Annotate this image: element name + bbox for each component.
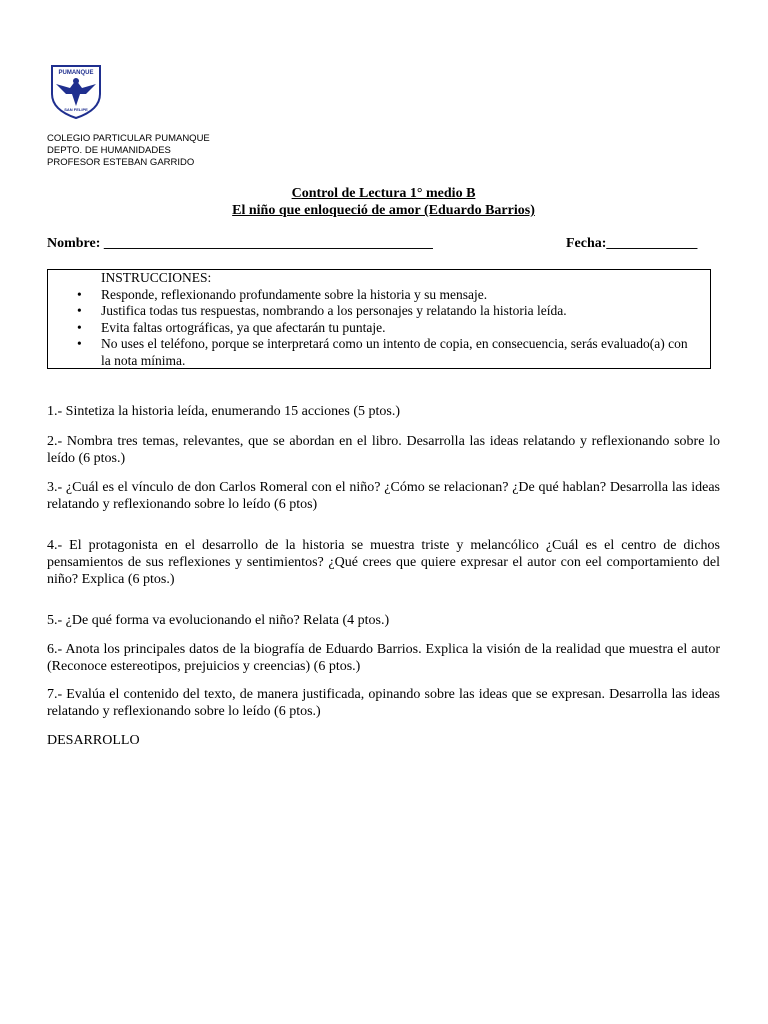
crest-top-text: PUMANQUE	[58, 70, 94, 76]
date-field[interactable]: Fecha:_____________	[566, 236, 698, 251]
instructions-box	[47, 269, 711, 369]
title-line-1: Control de Lectura 1° medio B	[291, 186, 476, 201]
desarrollo-heading: DESARROLLO	[47, 733, 140, 748]
question-3: 3.- ¿Cuál es el vínculo de don Carlos Romeral con el niño? ¿Cómo se relacionan? ¿De qué hablan? Desarrolla las ideas relatando y reflexionando sobre lo leído (6 ptos)	[47, 480, 720, 512]
question-6: 6.- Anota los principales datos de la biografía de Eduardo Barrios. Explica la visión de la realidad que muestra el autor (Reconoce estereotipos, prejuicios y creencias) (6 ptos.)	[47, 642, 720, 674]
question-4: 4.- El protagonista en el desarrollo de la historia se muestra triste y melancólico ¿Cuál es el centro de dichos pensamientos de sus reflexiones y sentimientos? ¿Qué crees que quiere expresar el autor con eel comportamiento del niño? Explica (6 ptos.)	[47, 538, 720, 587]
question-1: 1.- Sintetiza la historia leída, enumerando 15 acciones (5 ptos.)	[47, 404, 401, 419]
school-crest-icon	[50, 64, 102, 120]
instruction-item: • No uses el teléfono, porque se interpretará como un intento de copia, en consecuencia, serás evaluado(a) con la nota mínima.	[101, 336, 710, 369]
instruction-item: • Responde, reflexionando profundamente sobre la historia y su mensaje.	[101, 287, 710, 304]
question-2: 2.- Nombra tres temas, relevantes, que se abordan en el libro. Desarrolla las ideas relatando y reflexionando sobre lo leído (6 ptos.)	[47, 434, 720, 466]
instruction-item: • Justifica todas tus respuestas, nombrando a los personajes y relatando la historia leída.	[101, 303, 710, 320]
instructions-heading: INSTRUCCIONES:	[101, 270, 212, 285]
department-name: DEPTO. DE HUMANIDADES	[47, 145, 171, 156]
crest-bottom-text: SAN FELIPE	[64, 107, 88, 112]
name-field[interactable]: Nombre: _______________________________________________	[47, 236, 433, 251]
document-title	[47, 185, 720, 219]
title-line-2: El niño que enloqueció de amor (Eduardo Barrios)	[232, 203, 535, 218]
student-info-line	[47, 236, 720, 252]
school-header	[47, 133, 210, 169]
instruction-item: • Evita faltas ortográficas, ya que afectarán tu puntaje.	[101, 320, 710, 337]
instructions-list	[48, 287, 710, 370]
question-7: 7.- Evalúa el contenido del texto, de manera justificada, opinando sobre las ideas que se expresan. Desarrolla las ideas relatando y reflexionando sobre lo leído (6 ptos.)	[47, 687, 720, 719]
question-5: 5.- ¿De qué forma va evolucionando el niño? Relata (4 ptos.)	[47, 613, 390, 628]
teacher-name: PROFESOR ESTEBAN GARRIDO	[47, 157, 195, 168]
school-name: COLEGIO PARTICULAR PUMANQUE	[47, 133, 210, 144]
